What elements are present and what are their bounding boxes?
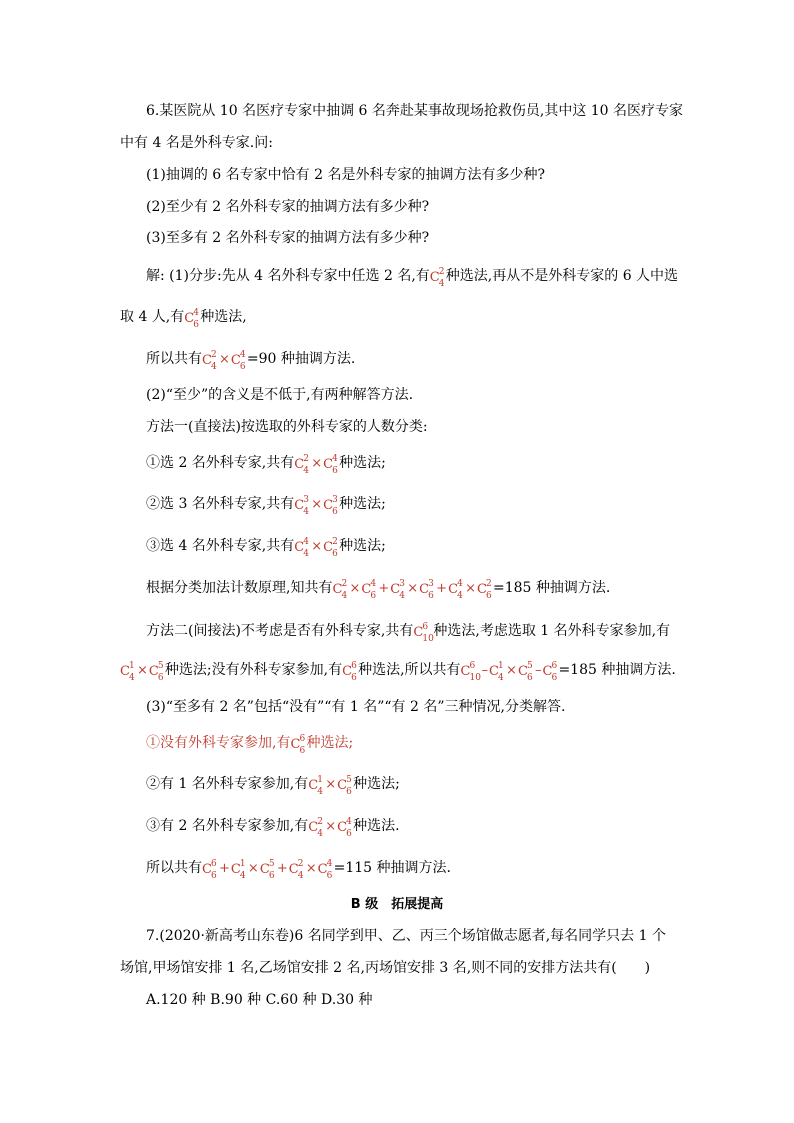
combination-symbol: C 4 4 bbox=[294, 537, 309, 559]
combination-symbol: C 6 6 bbox=[202, 859, 217, 881]
combination-symbol: C 2 4 bbox=[308, 817, 323, 839]
combination-symbol: C 6 10 bbox=[413, 622, 434, 644]
problem7-line2: 场馆,甲场馆安排 1 名,乙场馆安排 2 名,丙场馆安排 3 名,则不同的安排方法共有( ) bbox=[120, 960, 651, 976]
combination-symbol: C 5 6 bbox=[517, 661, 533, 683]
solution-line-10: 方法二(间接法)不考虑是否有外科专家,共有 C 6 10 种选法,考虑选取 1 名外科专家参加,有 bbox=[146, 622, 671, 644]
solution-line-16: 所以共有 C 6 6 + C 1 4 × C 5 6 + C 2 4 × C 4 6 =115 种抽调方法. bbox=[146, 859, 451, 881]
combination-symbol: C 1 4 bbox=[308, 775, 323, 797]
problem6-q1: (1)抽调的 6 名专家中恰有 2 名是外科专家的抽调方法有多少种? bbox=[146, 167, 545, 183]
combination-symbol: C 5 6 bbox=[259, 859, 275, 881]
combination-symbol: C 4 6 bbox=[184, 308, 199, 330]
combination-symbol: C 1 4 bbox=[489, 661, 504, 683]
combination-symbol: C 3 6 bbox=[419, 579, 434, 601]
solution-line-1 bbox=[146, 266, 679, 289]
problem6-q2: (2)至少有 2 名外科专家的抽调方法有多少种? bbox=[146, 199, 430, 215]
problem6-line1: 6.某医院从 10 名医疗专家中抽调 6 名奔赴某事故现场抢救伤员,其中这 10 名医疗专家 bbox=[146, 103, 684, 119]
combination-symbol: C 6 6 bbox=[290, 734, 306, 756]
solution-line-7: ②选 3 名外科专家,共有 C 3 4 × C 3 6 种选法; bbox=[146, 495, 386, 517]
combination-symbol: C 3 6 bbox=[323, 495, 338, 517]
problem6-line2: 中有 4 名是外科专家.问: bbox=[120, 135, 273, 151]
combination-symbol: C 2 4 bbox=[429, 267, 445, 289]
combination-symbol: C 6 6 bbox=[342, 661, 357, 683]
combination-symbol: C 2 4 bbox=[332, 579, 348, 601]
combination-symbol: C 4 6 bbox=[317, 859, 333, 881]
problem6-q3: (3)至多有 2 名外科专家的抽调方法有多少种? bbox=[146, 230, 430, 246]
solution-line-15: ③有 2 名外科专家参加,有 C 2 4 × C 4 6 种选法. bbox=[146, 817, 400, 839]
solution-line-2: 取 4 人,有 C 4 6 种选法, bbox=[120, 308, 247, 330]
solution-line-5: 方法一(直接法)按选取的外科专家的人数分类: bbox=[146, 419, 428, 435]
combination-symbol: C 4 6 bbox=[230, 350, 246, 372]
combination-symbol: C 4 6 bbox=[323, 454, 338, 476]
solution-text: (1)分步:先从 4 名外科专家中任选 2 名,有 bbox=[169, 268, 430, 284]
combination-symbol: C 4 4 bbox=[448, 579, 463, 601]
combination-symbol: C 5 6 bbox=[148, 661, 164, 683]
solution-line-11: C 1 4 × C 5 6 种选法;没有外科专家参加,有 C 6 6 种选法,所以共有 C 6 10 – C 1 4 × C 5 6 – C 6 6 =185 种抽调方法. bbox=[120, 661, 676, 683]
combination-symbol: C 2 4 bbox=[294, 454, 309, 476]
solution-line-8: ③选 4 名外科专家,共有 C 4 4 × C 2 6 种选法; bbox=[146, 537, 386, 559]
solution-line-14: ②有 1 名外科专家参加,有 C 1 4 × C 5 6 种选法; bbox=[146, 775, 400, 797]
combination-symbol: C 3 4 bbox=[390, 579, 405, 601]
solution-line-6: ①选 2 名外科专家,共有 C 2 4 × C 4 6 种选法; bbox=[146, 454, 386, 476]
solution-line-3: 所以共有 C 2 4 × C 4 6 =90 种抽调方法. bbox=[146, 350, 356, 372]
combination-symbol: C 2 6 bbox=[476, 579, 492, 601]
combination-symbol: C 1 4 bbox=[230, 859, 246, 881]
combination-symbol: C 3 4 bbox=[294, 495, 309, 517]
combination-symbol: C 2 4 bbox=[202, 350, 217, 372]
problem7-line1: 7.(2020·新高考山东卷)6 名同学到甲、乙、丙三个场馆做志愿者,每名同学只去 1 个 bbox=[146, 928, 666, 944]
combination-symbol: C 1 4 bbox=[120, 661, 135, 683]
combination-symbol: C 2 6 bbox=[323, 537, 338, 559]
solution-line-12: (3)“至多有 2 名”包括“没有”“有 1 名”“有 2 名”三种情况,分类解答. bbox=[146, 699, 566, 715]
combination-symbol: C 4 6 bbox=[337, 817, 352, 839]
solution-line-9: 根据分类加法计数原理,知共有 C 2 4 × C 4 6 + C 3 4 × C 3 6 + C 4 4 × C 2 6 =185 种抽调方法. bbox=[146, 579, 611, 601]
combination-symbol: C 5 6 bbox=[337, 775, 352, 797]
combination-symbol: C 6 6 bbox=[542, 661, 558, 683]
solution-line-4: (2)“至少”的含义是不低于,有两种解答方法. bbox=[146, 387, 414, 403]
combination-symbol: C 6 10 bbox=[460, 661, 481, 683]
solution-line-13: ①没有外科专家参加,有 C 6 6 种选法; bbox=[146, 734, 354, 756]
combination-symbol: C 4 6 bbox=[361, 579, 377, 601]
section-b-heading: B 级 拓展提高 bbox=[350, 897, 444, 912]
solution-text: 种选法,再从不是外科专家的 6 人中选 bbox=[445, 268, 679, 284]
problem7-options: A.120 种 B.90 种 C.60 种 D.30 种 bbox=[146, 992, 373, 1008]
solution-label: 解: bbox=[146, 268, 165, 284]
combination-symbol: C 2 4 bbox=[288, 859, 304, 881]
